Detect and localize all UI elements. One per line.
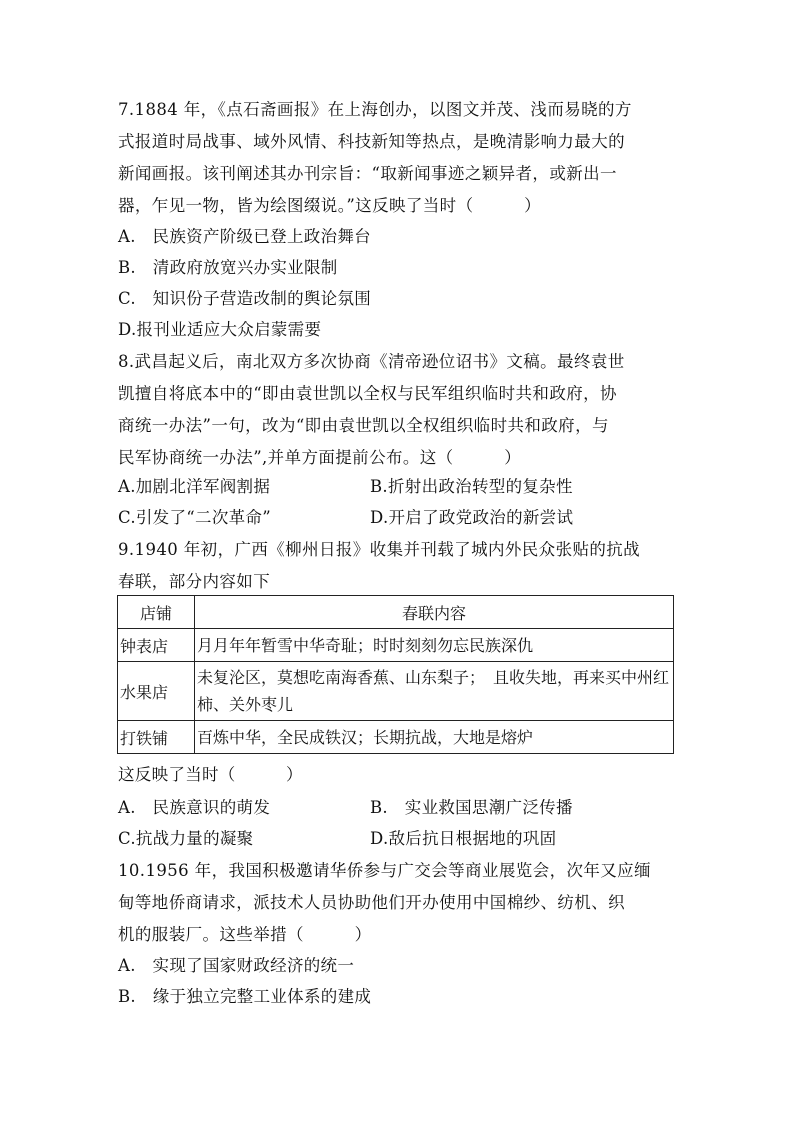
question-10-line-1: 10.1956 年，我国积极邀请华侨参与广交会等商业展览会，次年又应缅: [118, 861, 651, 880]
question-9-stem-end: 这反映了当时（ ）: [118, 765, 303, 784]
header-content: 春联内容: [195, 596, 674, 629]
table-row: [118, 629, 674, 662]
table-cell-shop: 打铁铺: [118, 721, 195, 754]
question-7-line-3: 新闻画报。该刊阐述其办刊宗旨：“取新闻事迹之颖异者，或新出一: [118, 164, 617, 183]
question-7-option-b: B. 清政府放宽兴办实业限制: [118, 258, 338, 277]
table-cell-content: 月月年年暂雪中华奇耻；时时刻刻勿忘民族深仇: [195, 629, 674, 662]
question-9-line-1: 9.1940 年初，广西《柳州日报》收集并刊载了城内外民众张贴的抗战: [118, 540, 641, 559]
question-9-option-d: D.敌后抗日根据地的巩固: [370, 829, 557, 848]
question-7-option-c: C. 知识份子营造改制的舆论氛围: [118, 289, 372, 308]
question-9-stem: [118, 534, 678, 598]
question-7-stem: [118, 94, 678, 222]
question-7-option-a: A. 民族资产阶级已登上政治舞台: [118, 227, 371, 246]
question-10-option-b: B. 缘于独立完整工业体系的建成: [118, 987, 372, 1006]
question-7-line-2: 式报道时局战事、域外风情、科技新知等热点，是晚清影响力最大的: [118, 132, 625, 151]
table-row: [118, 662, 674, 721]
question-8-line-4: 民军协商统一办法”,并单方面提前公布。这（ ）: [118, 448, 522, 467]
question-7-line-1: 7.1884 年，《点石斋画报》在上海创办，以图文并茂、浅而易晓的方: [118, 100, 632, 119]
question-8-line-2: 凯擅自将底本中的“即由袁世凯以全权与民军组织临时共和政府，协: [118, 384, 617, 403]
question-8-stem: [118, 346, 678, 474]
question-9-line-2: 春联，部分内容如下: [118, 572, 271, 591]
question-8-option-c: C.引发了“二次革命”: [118, 508, 271, 527]
question-10-stem: [118, 855, 678, 951]
question-8-line-1: 8.武昌起义后，南北双方多次协商《清帝逊位诏书》文稿。最终袁世: [118, 352, 625, 371]
question-8-option-d: D.开启了政党政治的新尝试: [370, 508, 574, 527]
question-8-line-3: 商统一办法”一句，改为“即由袁世凯以全权组织临时共和政府，与: [118, 416, 609, 435]
question-10-line-3: 机的服装厂。这些举措（ ）: [118, 925, 372, 944]
question-8-option-a: A.加剧北洋军阀割据: [118, 477, 271, 496]
table-cell-shop: 水果店: [118, 662, 195, 721]
question-8-option-b: B.折射出政治转型的复杂性: [370, 477, 573, 496]
table-cell-content: 未复沦区，莫想吃南海香蕉、山东梨子； 且收失地，再来买中州红柿、关外枣儿: [195, 662, 674, 721]
header-shop: 店铺: [118, 596, 195, 629]
couplet-table-header: [118, 596, 674, 629]
table-cell-content: 百炼中华，全民成铁汉；长期抗战，大地是熔炉: [195, 721, 674, 754]
question-9-option-b: B. 实业救国思潮广泛传播: [370, 798, 573, 817]
question-9-option-c: C.抗战力量的凝聚: [118, 829, 254, 848]
question-10-line-2: 甸等地侨商请求，派技术人员协助他们开办使用中国棉纱、纺机、织: [118, 893, 625, 912]
table-row: [118, 721, 674, 754]
question-10-option-a: A. 实现了国家财政经济的统一: [118, 956, 355, 975]
question-7-line-4: 器，乍见一物，皆为绘图缀说。”这反映了当时（ ）: [118, 196, 542, 215]
question-9-option-a: A. 民族意识的萌发: [118, 798, 271, 817]
question-7-option-d: D.报刊业适应大众启蒙需要: [118, 320, 322, 339]
table-cell-shop: 钟表店: [118, 629, 195, 662]
couplet-table: [117, 595, 674, 754]
